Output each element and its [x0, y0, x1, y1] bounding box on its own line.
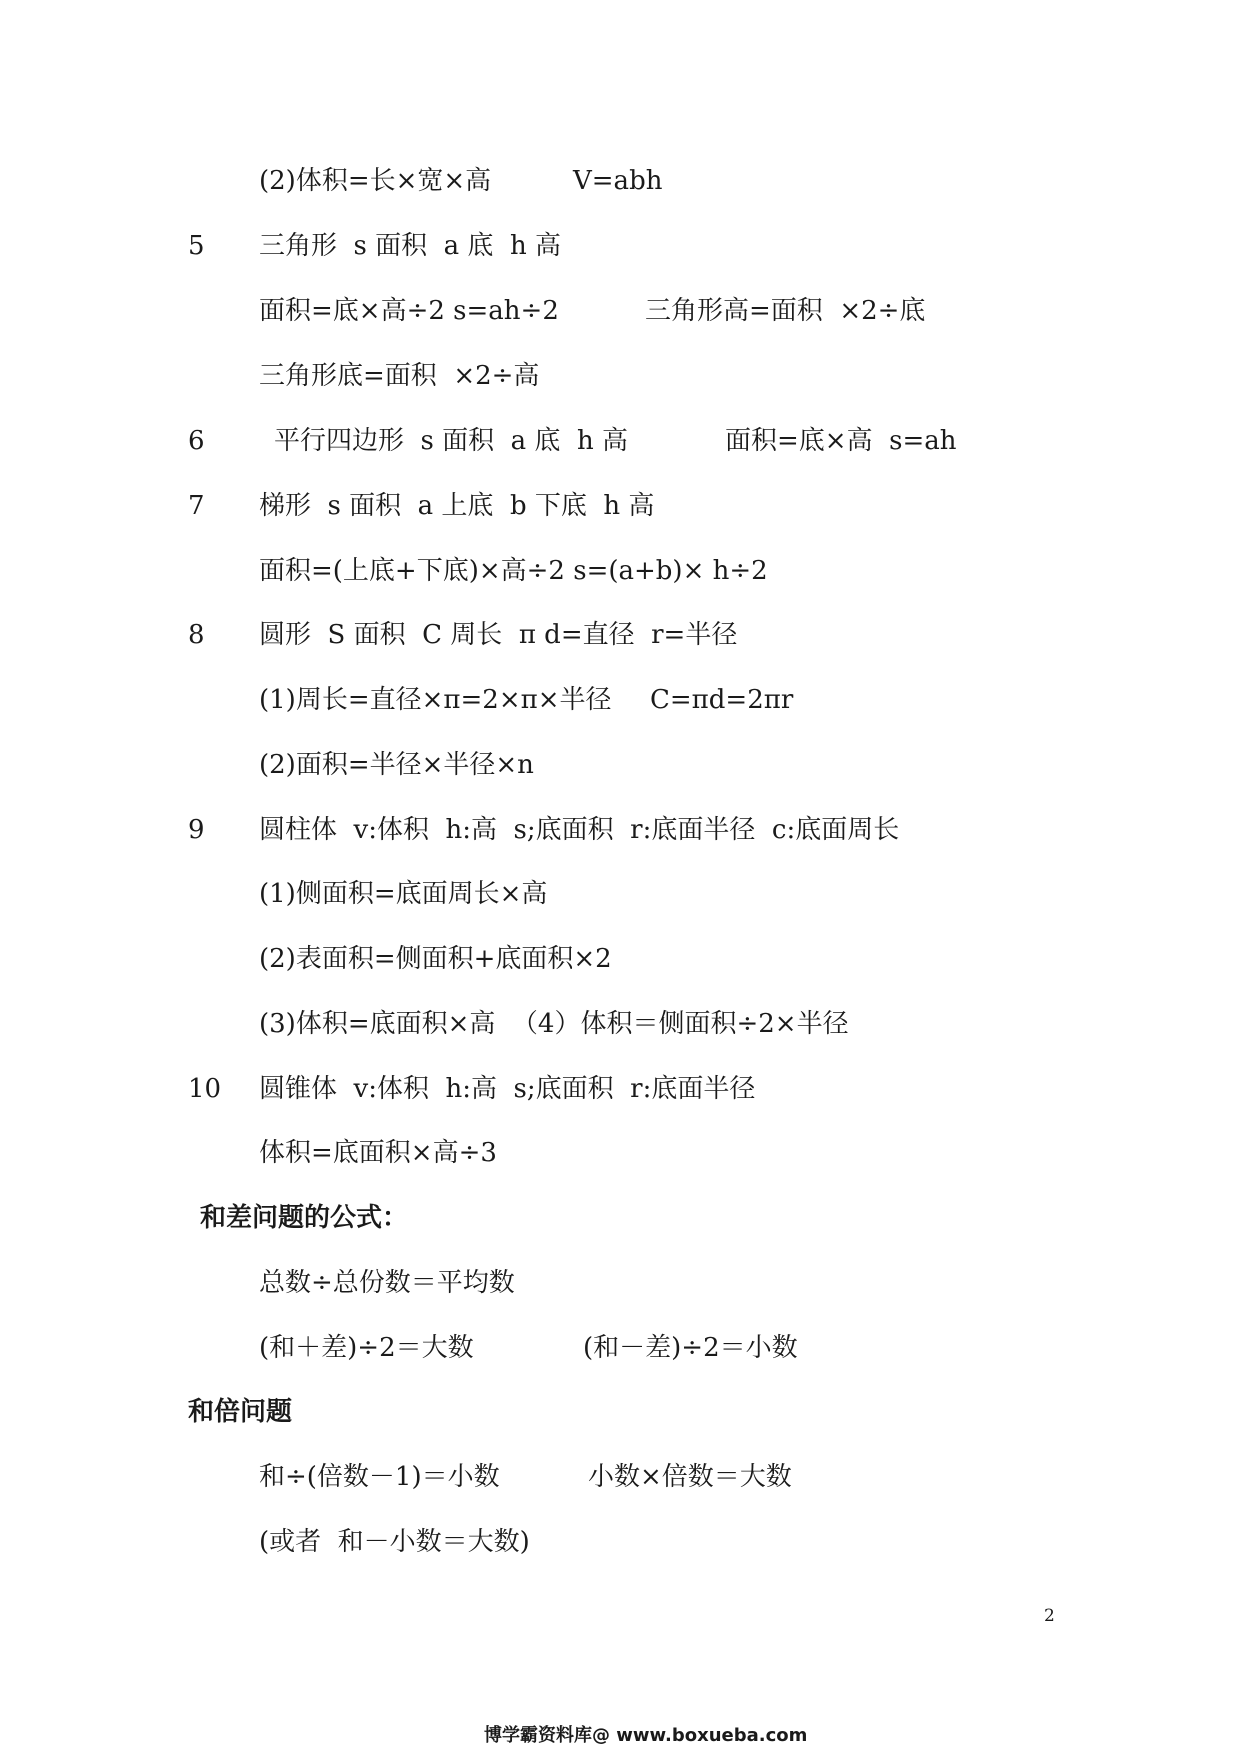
formula-line: (或者 和－小数＝大数)	[259, 1527, 530, 1557]
formula-line: 圆形 S 面积 C 周长 π d=直径 r=半径	[259, 620, 738, 650]
formula-line: (3)体积=底面积×高 （4）体积＝侧面积÷2×半径	[259, 1009, 849, 1039]
item-number: 5	[188, 231, 205, 261]
formula-line: V=abh	[573, 166, 663, 196]
formula-line: C=πd=2πr	[650, 685, 794, 715]
formula-line: 面积=底×高 s=ah	[725, 426, 957, 456]
formula-line: 平行四边形 s 面积 a 底 h 高	[274, 426, 628, 456]
formula-line: (2)面积=半径×半径×n	[259, 750, 534, 780]
formula-line: 面积=底×高÷2 s=ah÷2	[259, 296, 559, 326]
formula-line: 面积=(上底+下底)×高÷2 s=(a+b)× h÷2	[259, 556, 768, 586]
formula-line: 小数×倍数＝大数	[588, 1462, 792, 1492]
footer-watermark: 博学霸资料库@ www.boxueba.com	[484, 1725, 808, 1746]
formula-line: (1)侧面积=底面周长×高	[259, 879, 548, 909]
section-heading: 和倍问题	[188, 1397, 293, 1427]
item-number: 7	[188, 491, 205, 521]
item-number: 10	[188, 1074, 222, 1104]
formula-line: 圆柱体 v:体积 h:高 s;底面积 r:底面半径 c:底面周长	[259, 815, 900, 845]
formula-line: (1)周长=直径×π=2×π×半径	[259, 685, 612, 715]
formula-line: 三角形 s 面积 a 底 h 高	[259, 231, 561, 261]
formula-line: (和－差)÷2＝小数	[583, 1333, 798, 1363]
item-number: 8	[188, 620, 205, 650]
formula-line: 三角形高=面积 ×2÷底	[645, 296, 926, 326]
formula-line: (2)表面积=侧面积+底面积×2	[259, 944, 612, 974]
formula-line: (2)体积=长×宽×高	[259, 166, 492, 196]
item-number: 9	[188, 815, 205, 845]
formula-line: 梯形 s 面积 a 上底 b 下底 h 高	[259, 491, 655, 521]
formula-line: 和÷(倍数－1)＝小数	[259, 1462, 500, 1492]
formula-line: (和＋差)÷2＝大数	[259, 1333, 474, 1363]
item-number: 6	[188, 426, 205, 456]
formula-line: 圆锥体 v:体积 h:高 s;底面积 r:底面半径	[259, 1074, 756, 1104]
formula-line: 总数÷总份数＝平均数	[259, 1268, 515, 1298]
formula-line: 三角形底=面积 ×2÷高	[259, 361, 540, 391]
formula-line: 体积=底面积×高÷3	[259, 1138, 497, 1168]
page-number: 2	[1044, 1606, 1055, 1626]
section-heading: 和差问题的公式：	[200, 1203, 409, 1233]
